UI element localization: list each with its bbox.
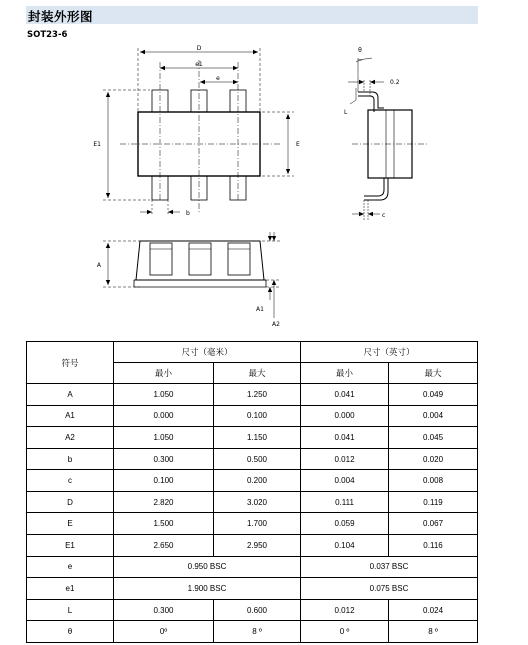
cell-mm-min: 1.050: [114, 427, 214, 449]
cell-mm-min: 0.100: [114, 470, 214, 492]
cell-in-max: 0.067: [389, 513, 478, 535]
cell-mm-min: 0.300: [114, 599, 214, 621]
cell-symbol: E1: [27, 535, 114, 557]
label-A1: A1: [256, 306, 264, 313]
cell-symbol: θ: [27, 621, 114, 643]
table-row: [27, 405, 478, 427]
inch-max-header: 最大: [389, 363, 478, 384]
cell-in-max: 0.008: [389, 470, 478, 492]
mm-max-header: 最大: [214, 363, 301, 384]
table-row: [27, 427, 478, 449]
cell-mm-min: 1.050: [114, 384, 214, 406]
cell-mm-min: 0.300: [114, 448, 214, 470]
section-title: 封装外形图: [28, 9, 94, 24]
cell-in-max: 0.116: [389, 535, 478, 557]
front-view: [103, 232, 280, 318]
cell-in-min: 0.000: [301, 405, 389, 427]
cell-mm-max: 1.150: [214, 427, 301, 449]
cell-in-max: 0.049: [389, 384, 478, 406]
mm-min-header: 最小: [114, 363, 214, 384]
cell-mm-min: 1.500: [114, 513, 214, 535]
cell-mm-max: 2.950: [214, 535, 301, 557]
inch-min-header: 最小: [301, 363, 389, 384]
cell-in-min: 0 º: [301, 621, 389, 643]
cell-symbol: b: [27, 448, 114, 470]
cell-in-max: 0.024: [389, 599, 478, 621]
cell-symbol: e: [27, 556, 114, 578]
label-E: E: [296, 141, 300, 148]
label-E1: E1: [93, 141, 101, 148]
cell-in-min: 0.111: [301, 491, 389, 513]
cell-mm-max: 3.020: [214, 491, 301, 513]
cell-mm-max: 1.700: [214, 513, 301, 535]
label-D: D: [196, 45, 202, 52]
cell-in-max: 0.045: [389, 427, 478, 449]
table-row: [27, 599, 478, 621]
cell-in-min: 0.041: [301, 384, 389, 406]
end-view: [348, 58, 428, 220]
cell-mm-span: 0.950 BSC: [114, 556, 301, 578]
cell-symbol: A1: [27, 405, 114, 427]
top-view: [103, 48, 294, 216]
cell-mm-min: 2.820: [114, 491, 214, 513]
table-row: [27, 513, 478, 535]
cell-symbol: A: [27, 384, 114, 406]
label-A: A: [96, 262, 101, 269]
cell-symbol: E: [27, 513, 114, 535]
symbol-header: 符号: [27, 342, 114, 384]
table-row: [27, 535, 478, 557]
cell-in-min: 0.041: [301, 427, 389, 449]
table-row: [27, 384, 478, 406]
table-row: [27, 448, 478, 470]
mm-header: 尺寸（毫米）: [114, 342, 301, 363]
cell-in-span: 0.037 BSC: [301, 556, 478, 578]
label-c: c: [382, 212, 386, 219]
table-row: [27, 491, 478, 513]
cell-in-min: 0.059: [301, 513, 389, 535]
cell-mm-max: 0.200: [214, 470, 301, 492]
cell-mm-max: 0.600: [214, 599, 301, 621]
label-e1: e1: [195, 61, 203, 68]
cell-mm-max: 0.500: [214, 448, 301, 470]
cell-mm-min: 2.650: [114, 535, 214, 557]
label-A2: A2: [272, 321, 280, 328]
table-row: [27, 556, 478, 578]
cell-mm-min: 0.000: [114, 405, 214, 427]
cell-in-min: 0.012: [301, 448, 389, 470]
dimension-table: [26, 341, 478, 643]
inch-header: 尺寸（英寸）: [301, 342, 478, 363]
cell-in-min: 0.012: [301, 599, 389, 621]
cell-in-min: 0.004: [301, 470, 389, 492]
cell-mm-span: 1.900 BSC: [114, 578, 301, 600]
cell-mm-min: 0º: [114, 621, 214, 643]
cell-in-max: 0.004: [389, 405, 478, 427]
cell-mm-max: 0.100: [214, 405, 301, 427]
label-e: e: [216, 75, 220, 82]
cell-symbol: L: [27, 599, 114, 621]
cell-in-max: 0.119: [389, 491, 478, 513]
label-b: b: [186, 210, 190, 217]
label-L: L: [344, 109, 348, 116]
cell-in-span: 0.075 BSC: [301, 578, 478, 600]
table-row: [27, 470, 478, 492]
cell-symbol: c: [27, 470, 114, 492]
table-row: [27, 621, 478, 643]
cell-mm-max: 8 º: [214, 621, 301, 643]
cell-mm-max: 1.250: [214, 384, 301, 406]
cell-in-min: 0.104: [301, 535, 389, 557]
cell-in-max: 8 º: [389, 621, 478, 643]
label-theta: θ: [358, 47, 362, 54]
table-row: [27, 578, 478, 600]
label-0.2: 0.2: [390, 79, 400, 86]
cell-in-max: 0.020: [389, 448, 478, 470]
package-name: SOT23-6: [27, 30, 68, 40]
cell-symbol: e1: [27, 578, 114, 600]
cell-symbol: D: [27, 491, 114, 513]
cell-symbol: A2: [27, 427, 114, 449]
